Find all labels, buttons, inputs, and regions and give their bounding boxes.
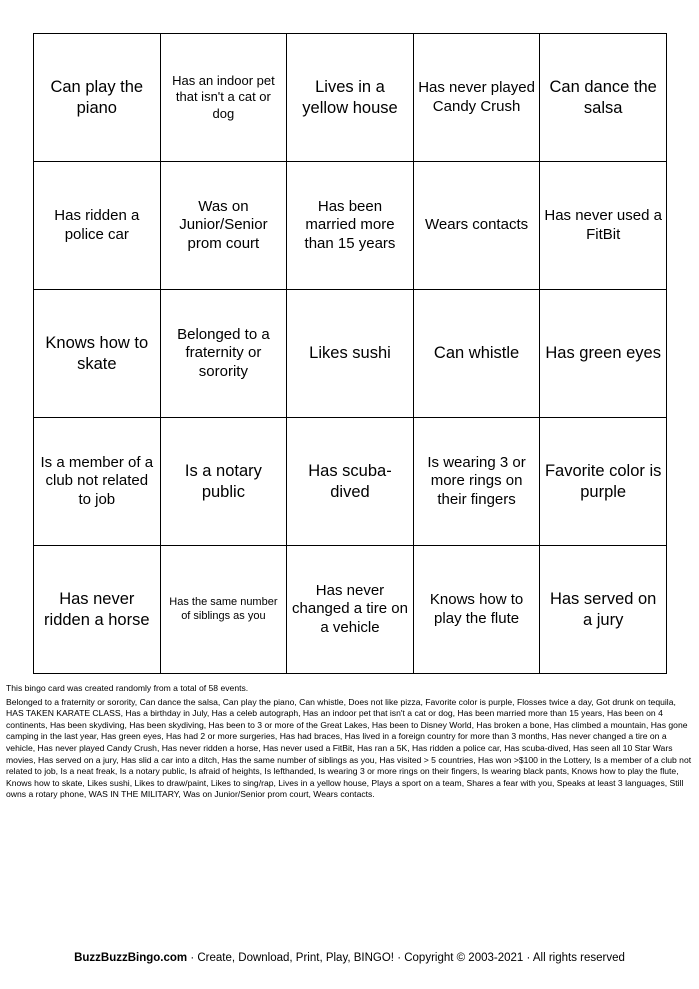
bingo-cell[interactable]: Has never changed a tire on a vehicle bbox=[287, 546, 414, 674]
bingo-grid bbox=[33, 33, 667, 674]
bingo-cell[interactable]: Has the same number of siblings as you bbox=[160, 546, 287, 674]
footer bbox=[0, 952, 699, 964]
event-legend bbox=[6, 683, 694, 801]
bingo-cell[interactable]: Has been married more than 15 years bbox=[287, 162, 414, 290]
legend-intro: This bingo card was created randomly from a total of 58 events. bbox=[6, 683, 249, 693]
bingo-cell[interactable]: Belonged to a fraternity or sorority bbox=[160, 290, 287, 418]
bingo-cell[interactable]: Lives in a yellow house bbox=[287, 34, 414, 162]
bingo-cell[interactable]: Can play the piano bbox=[34, 34, 161, 162]
bingo-cell[interactable]: Favorite color is purple bbox=[540, 418, 667, 546]
bingo-row bbox=[34, 162, 667, 290]
bingo-cell[interactable]: Knows how to play the flute bbox=[413, 546, 540, 674]
bingo-cell[interactable]: Has scuba-dived bbox=[287, 418, 414, 546]
bingo-cell[interactable]: Is a member of a club not related to job bbox=[34, 418, 161, 546]
bingo-cell[interactable]: Was on Junior/Senior prom court bbox=[160, 162, 287, 290]
footer-brand[interactable]: BuzzBuzzBingo.com bbox=[74, 952, 188, 964]
bingo-row bbox=[34, 546, 667, 674]
bingo-cell[interactable]: Is wearing 3 or more rings on their fingers bbox=[413, 418, 540, 546]
bingo-cell[interactable]: Wears contacts bbox=[413, 162, 540, 290]
legend-event-list: Belonged to a fraternity or sorority, Can dance the salsa, Can play the piano, Can whistle, Does not like pizza, Favorite color is purple, Flosses twice a day, Got drunk on tequila, HAS TAKEN KARATE CLASS, Has a birthday in July, Has a celeb autograph, Has an indoor pet that isn't a cat or dog, Has been married more than 15 years, Has been on 4 continents, Has been skydiving, Has been skydiving, Has been to 3 or more of the Great Lakes, Has been to Disney World, Has broken a bone, Has climbed a mountain, Has gone camping in the last year, Has green eyes, Has had 2 or more surgeries, Has had braces, Has lived in a foreign country for more than 3 months, Has never changed a tire on a vehicle, Has never played Candy Crush, Has never ridden a horse, Has never used a FitBit, Has ran a 5K, Has ridden a police car, Has scuba-dived, Has seen all 10 Star Wars movies, Has served on a jury, Has slid a car into a ditch, Has the same number of siblings as you, Has visited > 5 countries, Has won >$100 in the Lottery, Is a member of a club not related to job, Is a neat freak, Is a notary public, Is afraid of heights, Is lefthanded, Is wearing 3 or more rings on their fingers, Is wearing black pants, Knows how to play the flute, Knows how to skate, Likes sushi, Likes to draw/paint, Likes to sing/rap, Lives in a yellow house, Plays a sport on a team, Shares a fear with you, Speaks at least 3 languages, Still owns a rotary phone, WAS IN THE MILITARY, Was on Junior/Senior prom court, Wears contacts. bbox=[6, 696, 692, 800]
bingo-cell[interactable]: Has served on a jury bbox=[540, 546, 667, 674]
bingo-cell[interactable]: Has green eyes bbox=[540, 290, 667, 418]
bingo-cell[interactable]: Likes sushi bbox=[287, 290, 414, 418]
bingo-cell[interactable]: Is a notary public bbox=[160, 418, 287, 546]
bingo-cell[interactable]: Can whistle bbox=[413, 290, 540, 418]
bingo-cell[interactable]: Has never ridden a horse bbox=[34, 546, 161, 674]
bingo-row bbox=[34, 290, 667, 418]
bingo-row bbox=[34, 34, 667, 162]
bingo-row bbox=[34, 418, 667, 546]
bingo-cell[interactable]: Knows how to skate bbox=[34, 290, 161, 418]
bingo-cell[interactable]: Has an indoor pet that isn't a cat or dog bbox=[160, 34, 287, 162]
bingo-grid-container bbox=[33, 33, 666, 674]
bingo-cell[interactable]: Has ridden a police car bbox=[34, 162, 161, 290]
bingo-cell[interactable]: Can dance the salsa bbox=[540, 34, 667, 162]
bingo-cell[interactable]: Has never played Candy Crush bbox=[413, 34, 540, 162]
footer-tagline: · Create, Download, Print, Play, BINGO! · Copyright © 2003-2021 · All rights reserved bbox=[187, 952, 625, 964]
bingo-cell[interactable]: Has never used a FitBit bbox=[540, 162, 667, 290]
